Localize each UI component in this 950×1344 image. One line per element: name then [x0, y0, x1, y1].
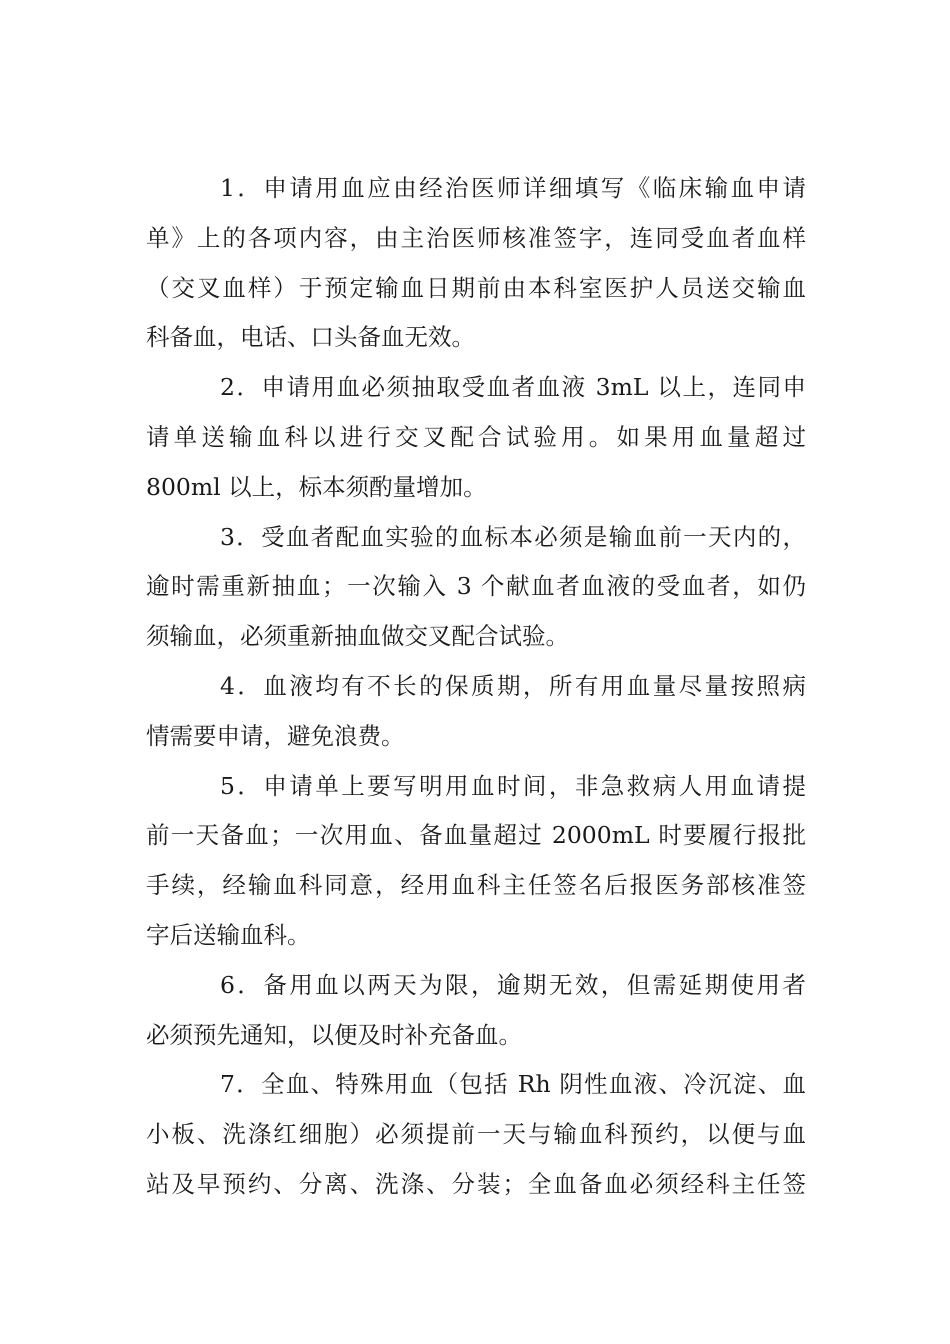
text-line: 科备血，电话、口头备血无效。 — [146, 323, 475, 352]
text-line: 小板、洗涤红细胞）必须提前一天与输血科预约，以便与血 — [146, 1120, 806, 1149]
text-line: 2．申请用血必须抽取受血者血液 3mL 以上，连同申 — [220, 373, 806, 402]
text-line: 情需要申请，避免浪费。 — [146, 721, 405, 750]
text-line: 逾时需重新抽血；一次输入 3 个献血者血液的受血者，如仍 — [146, 572, 806, 601]
text-line: （交叉血样）于预定输血日期前由本科室医护人员送交输血 — [146, 273, 806, 302]
text-line: 800ml 以上，标本须酌量增加。 — [146, 472, 487, 501]
text-line: 前一天备血；一次用血、备血量超过 2000mL 时要履行报批 — [146, 821, 806, 850]
text-line: 单》上的各项内容，由主治医师核准签字，连同受血者血样 — [146, 223, 806, 252]
paragraph-7 — [146, 1060, 806, 1209]
text-line: 必须预先通知，以便及时补充备血。 — [146, 1020, 522, 1049]
text-line: 7．全血、特殊用血（包括 Rh 阴性血液、冷沉淀、血 — [220, 1070, 806, 1099]
text-line: 1．申请用血应由经治医师详细填写《临床输血申请 — [220, 174, 806, 202]
text-line: 6．备用血以两天为限，逾期无效，但需延期使用者 — [220, 970, 806, 999]
paragraph-2 — [146, 363, 806, 512]
text-line: 字后送输血科。 — [146, 920, 311, 949]
text-line: 须输血，必须重新抽血做交叉配合试验。 — [146, 622, 569, 651]
text-line: 站及早预约、分离、洗涤、分装；全血备血必须经科主任签 — [146, 1169, 806, 1198]
text-line: 3．受血者配血实验的血标本必须是输血前一天内的， — [220, 522, 806, 551]
paragraph-4 — [146, 662, 806, 762]
paragraph-3 — [146, 513, 806, 662]
paragraph-6 — [146, 961, 806, 1061]
text-line: 请单送输血科以进行交叉配合试验用。如果用血量超过 — [146, 422, 806, 451]
text-line: 4．血液均有不长的保质期，所有用血量尽量按照病 — [220, 671, 806, 700]
text-line: 手续，经输血科同意，经用血科主任签名后报医务部核准签 — [146, 871, 806, 900]
paragraph-1 — [146, 164, 806, 363]
document-body — [146, 164, 806, 1210]
text-line: 5．申请单上要写明用血时间，非急救病人用血请提 — [220, 771, 806, 800]
paragraph-5 — [146, 762, 806, 961]
